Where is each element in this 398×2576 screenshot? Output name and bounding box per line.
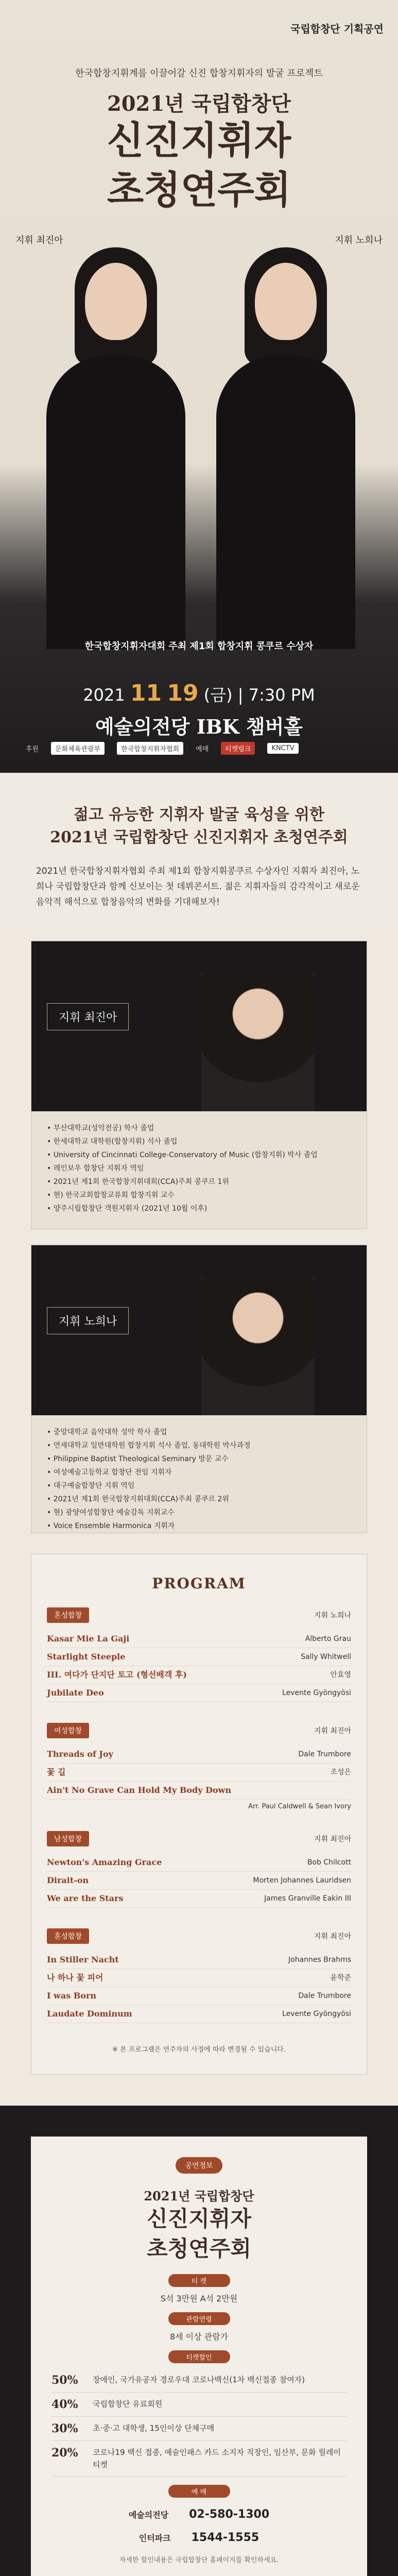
bio-item: • 부산대학교(성악전공) 학사 졸업 xyxy=(47,1122,318,1135)
program-tag: 남성합창 xyxy=(47,1831,89,1846)
conductor-right-label: 지휘 노희나 xyxy=(335,235,383,246)
bio-item: • 현) 광양여성합창단 예술감독 지휘교수 xyxy=(47,1506,251,1519)
artist-card-choi xyxy=(31,941,367,1229)
conductor-right-portrait xyxy=(216,242,355,649)
info-pill: 공연정보 xyxy=(176,2157,222,2174)
intro-body: 2021년 한국합창지휘자협회 주최 제1회 합창지휘콩쿠르 수상자인 지휘자 최진아, 노희나 국립합창단과 함께 신보이는 첫 데뷔콘서트. 젊은 지휘자들의 감각적이고 새로운 음악적 해석으로 합창음악의 변화를 기대해보자! xyxy=(36,866,360,907)
program-block-mixed-1 xyxy=(47,1607,351,1702)
program-performer: 지휘 최진아 xyxy=(314,1933,351,1941)
hero-main-title xyxy=(0,116,398,215)
discount-row xyxy=(51,2441,347,2477)
discount-text: 장애인, 국가유공자 경로우대 코로나백신(1차 백신접종 참여자) xyxy=(93,2375,305,2384)
piece-title: Jubilate Deo xyxy=(47,1688,104,1698)
bio-item: • Voice Ensemble Harmonica 지휘자 xyxy=(47,1519,251,1533)
discount-pct: 20% xyxy=(51,2446,78,2460)
artist-card-noh xyxy=(31,1245,367,1533)
info-section xyxy=(0,2106,398,2576)
program-row xyxy=(47,1969,351,1987)
piece-composer: 조성은 xyxy=(330,1768,351,1776)
program-row xyxy=(47,1666,351,1684)
program-notice: ※ 본 프로그램은 연주자의 사정에 따라 변경될 수 있습니다. xyxy=(112,2046,286,2054)
discount-row xyxy=(51,2417,347,2441)
info-note: 자세한 할인내용은 국립합창단 홈페이지를 확인하세요. xyxy=(119,2556,279,2564)
sponsor-label: 후원 xyxy=(26,745,39,753)
sponsors-row xyxy=(26,742,376,755)
discount-row xyxy=(51,2393,347,2417)
info-year: 2021년 국립합창단 xyxy=(144,2189,254,2204)
piece-title: Starlight Steeple xyxy=(47,1652,126,1662)
program-block-mixed-2 xyxy=(47,1928,351,2023)
bio-item: • 2021년 제1회 한국합창지휘대회(CCA)주최 콩쿠르 1위 xyxy=(47,1175,318,1189)
media-partner-logo: KNCTV xyxy=(267,743,298,754)
conductor-left-label: 지휘 최진아 xyxy=(15,235,63,246)
info-title-1: 신진지휘자 xyxy=(147,2206,251,2231)
program-row xyxy=(47,1745,351,1764)
piece-title: I was Born xyxy=(47,1991,97,2001)
piece-composer: 안효영 xyxy=(330,1671,351,1679)
bio-item: • University of Cincinnati College-Conservatory of Music (합창지휘) 박사 졸업 xyxy=(47,1148,318,1162)
piece-composer: James Granville Eakin III xyxy=(264,1894,351,1903)
artist-name: 지휘 최진아 xyxy=(47,1003,129,1030)
piece-composer: 윤학준 xyxy=(330,1974,351,1982)
piece-composer: Johannes Brahms xyxy=(288,1956,351,1964)
info-title-2: 초청연주회 xyxy=(147,2236,251,2261)
ticketlink-logo[interactable]: 티켓링크 xyxy=(221,742,255,755)
piece-composer: Morten Johannes Lauridsen xyxy=(253,1876,351,1885)
hero-title-line-1: 신진지휘자 xyxy=(107,118,291,163)
piece-title: Kasar Mie La Gaji xyxy=(47,1634,130,1643)
age-label: 관람연령 xyxy=(168,2312,230,2325)
concert-date: 2021 11 19 (금) | 7:30 PM xyxy=(83,680,315,706)
program-block-female xyxy=(47,1723,351,1810)
hero-title-line-2: 초청연주회 xyxy=(107,168,291,212)
piece-title: Dirait-on xyxy=(47,1875,89,1885)
program-block-male xyxy=(47,1831,351,1908)
program-heading: PROGRAM xyxy=(152,1575,246,1592)
price-value: S석 3만원 A석 2만원 xyxy=(160,2294,238,2303)
discount-pct: 30% xyxy=(51,2422,78,2435)
hero-section xyxy=(0,0,398,773)
ticket-label: 예매 xyxy=(196,745,209,753)
price-label: 티 켓 xyxy=(168,2274,230,2287)
program-row xyxy=(47,1872,351,1890)
bio-item: • 2021년 제1회 한국합창지휘대회(CCA)주최 콩쿠르 2위 xyxy=(47,1493,251,1506)
program-tag: 여성합창 xyxy=(47,1723,89,1738)
artist-photo xyxy=(201,1276,315,1415)
concert-venue: 예술의전당 IBK 챔버홀 xyxy=(95,715,303,738)
intro-heading xyxy=(36,804,362,849)
sponsor-association: 한국합창지휘자협회 xyxy=(117,742,183,755)
discount-label: 티켓할인 xyxy=(168,2350,230,2363)
booking-row-2 xyxy=(51,2531,347,2544)
discount-pct: 50% xyxy=(51,2374,78,2387)
artist-bio-list xyxy=(47,1426,251,1533)
piece-title: We are the Stars xyxy=(47,1893,124,1903)
interpark-tel[interactable]: 1544-1555 xyxy=(191,2531,259,2544)
date-month: 11 xyxy=(130,680,162,706)
discount-row xyxy=(51,2368,347,2393)
piece-title: In Stiller Nacht xyxy=(47,1955,119,1964)
discount-text: 초·중·고 대학생, 15인이상 단체구매 xyxy=(93,2424,215,2433)
program-row xyxy=(47,1684,351,1702)
piece-composer: Dale Trumbore xyxy=(298,1750,351,1758)
info-card xyxy=(31,2137,367,2576)
hero-year-title: 2021년 국립합창단 xyxy=(107,92,291,116)
discount-text: 코로나19 백신 접종, 예술인패스 카드 소지자 직장인, 임산부, 문화 릴레이 티켓 xyxy=(93,2448,341,2469)
bio-item: • 레인보우 합창단 지휘자 역임 xyxy=(47,1162,318,1175)
piece-composer: Levente Gyöngyösi xyxy=(282,2010,351,2018)
bio-item: • 한세대학교 대학원(합창지휘) 석사 졸업 xyxy=(47,1135,318,1148)
piece-title: 나 하나 꽃 피어 xyxy=(47,1973,103,1982)
date-weekday: 금 xyxy=(210,685,227,705)
sponsor-mcst: 문화체육관광부 xyxy=(51,742,105,755)
bio-item: • 연세대학교 일반대학원 합창지휘 석사 졸업, 동대학원 박사과정 xyxy=(47,1439,251,1452)
date-day: 19 xyxy=(167,680,199,706)
piece-title: III. 여다가 단지단 토고 (형선배객 후) xyxy=(47,1670,187,1680)
artist-name: 지휘 노희나 xyxy=(47,1307,129,1334)
bio-item: • 대구예술합창단 지휘 역임 xyxy=(47,1479,251,1493)
program-performer: 지휘 최진아 xyxy=(314,1727,351,1735)
intro-heading-1: 젊고 유능한 지휘자 발굴 육성을 위한 xyxy=(74,806,324,824)
program-row xyxy=(47,1951,351,1969)
bio-item: • 양주시립합창단 객원지휘자 (2021년 10월 이후) xyxy=(47,1202,318,1215)
bio-item: • 현) 한국교회합창교류회 합창지휘 교수 xyxy=(47,1189,318,1202)
info-title xyxy=(51,2204,347,2264)
piece-arranger: Arr. Paul Caldwell & Sean Ivory xyxy=(248,1803,351,1810)
age-value: 8세 이상 관람가 xyxy=(169,2332,229,2342)
piece-composer: Dale Trumbore xyxy=(298,1992,351,2000)
piece-composer: Alberto Grau xyxy=(305,1635,351,1643)
program-row xyxy=(47,1764,351,1782)
bio-item: • 중앙대학교 음악대학 성악 학사 졸업 xyxy=(47,1426,251,1439)
program-row xyxy=(47,1987,351,2005)
piece-title: 꽃 길 xyxy=(47,1767,66,1777)
brand-label: 국립합창단 기획공연 xyxy=(290,23,384,35)
program-section xyxy=(31,1554,367,2075)
sac-tel[interactable]: 02-580-1300 xyxy=(189,2508,270,2521)
intro-section xyxy=(0,773,398,925)
piece-title: Laudate Dominum xyxy=(47,2009,132,2019)
program-row xyxy=(47,1630,351,1648)
program-row xyxy=(47,1648,351,1666)
date-time: 7:30 PM xyxy=(248,685,315,705)
piece-title: Ain't No Grave Can Hold My Body Down xyxy=(47,1785,232,1795)
booking-row-1 xyxy=(51,2508,347,2521)
hero-subline: 한국합창지휘계를 이끌어갈 신진 합창지휘자의 발굴 프로젝트 xyxy=(75,68,323,79)
date-year: 2021 xyxy=(83,685,125,705)
program-row xyxy=(47,2005,351,2023)
program-tag: 혼성합창 xyxy=(47,1607,89,1623)
program-performer: 지휘 노희나 xyxy=(314,1612,351,1620)
artist-bio-list xyxy=(47,1122,318,1215)
conductor-left-portrait xyxy=(46,242,185,649)
hero-caption: 한국합창지휘자대회 주최 제1회 합창지휘 콩쿠르 수상자 xyxy=(84,641,314,652)
piece-composer: Sally Whitwell xyxy=(301,1653,351,1661)
discount-text: 국립합창단 유료회원 xyxy=(93,2399,163,2409)
artist-photo xyxy=(201,972,315,1111)
discount-pct: 40% xyxy=(51,2398,78,2411)
bio-item: • Philippine Baptist Theological Seminary 방문 교수 xyxy=(47,1452,251,1466)
piece-title: Threads of Joy xyxy=(47,1749,113,1759)
program-row xyxy=(47,1782,351,1800)
sac-logo[interactable]: 예술의전당 xyxy=(128,2510,169,2520)
piece-composer: Bob Chilcott xyxy=(307,1858,351,1867)
bio-item: • 여성예술고등학교 합창단 전임 지휘자 xyxy=(47,1466,251,1479)
program-row xyxy=(47,1890,351,1908)
booking-label: 예 매 xyxy=(168,2485,230,2498)
program-performer: 지휘 최진아 xyxy=(314,1835,351,1843)
piece-title: Newton's Amazing Grace xyxy=(47,1857,162,1867)
piece-composer: Levente Gyöngyösi xyxy=(282,1689,351,1697)
intro-heading-2: 2021년 국립합창단 신진지휘자 초청연주회 xyxy=(50,828,348,846)
program-row xyxy=(47,1854,351,1872)
program-tag: 혼성합창 xyxy=(47,1928,89,1944)
interpark-logo[interactable]: 인터파크 xyxy=(139,2533,171,2543)
